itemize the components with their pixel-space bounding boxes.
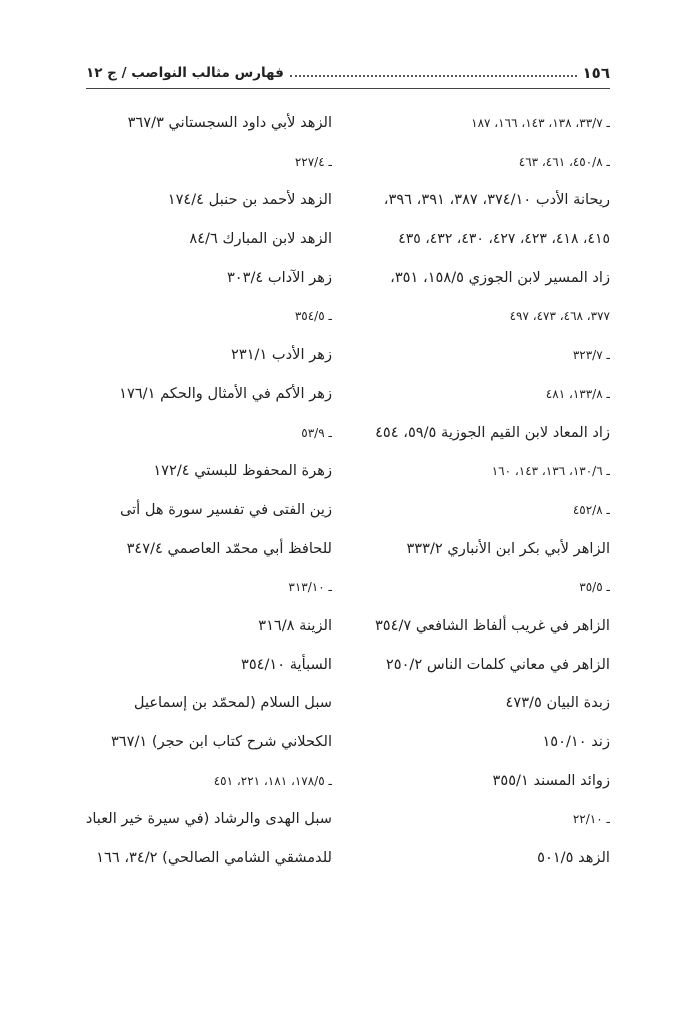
index-entry: زين الفتى في تفسير سورة هل أتى [119,500,332,518]
index-entry: زبدة البيان ٤٧٣/٥ [505,694,610,712]
right-index-column [362,104,610,878]
index-entry: الزاهر في غريب ألفاظ الشافعي ٣٥٤/٧ [374,616,610,634]
index-entry: ـ ٣٣/٧، ١٣٨، ١٤٣، ١٦٦، ١٨٧ [471,116,610,130]
running-title: فهارس مثالب النواصب / ج ١٢ [86,65,284,81]
index-entry: الزينة ٣١٦/٨ [258,616,332,634]
index-entry: زهر الأكم في الأمثال والحكم ١٧٦/١ [119,384,332,402]
index-entry: ـ ٢٢٧/٤ [294,154,332,169]
index-entry: ٣٧٧، ٤٦٨، ٤٧٣، ٤٩٧ [509,309,610,324]
index-entry: ٤١٥، ٤١٨، ٤٢٣، ٤٢٧، ٤٣٠، ٤٣٢، ٤٣٥ [398,231,610,248]
index-entry: ـ ٢٢/١٠ [572,812,610,827]
index-entry: الزهد ٥٠١/٥ [537,849,610,867]
index-entry: الكحلاني شرح كتاب ابن حجر) ٣٦٧/١ [110,733,332,750]
index-entry: سبل السلام (لمحمّد بن إسماعيل [133,694,332,712]
index-entry: ـ ١٣٠/٦، ١٣٦، ١٤٣، ١٦٠ [491,464,610,479]
index-entry: للدمشقي الشامي الصالحي) ٣٤/٢، ١٦٦ [96,849,332,867]
index-entry: زاد المعاد لابن القيم الجوزية ٥٩/٥، ٤٥٤ [375,423,610,441]
index-entry: ـ ٤٥٢/٨ [572,502,610,517]
index-entry: زهر الأدب ٢٣١/١ [231,346,332,364]
index-entry: ـ ٣١٣/١٠ [288,580,332,595]
index-entry: الزهد لابن المبارك ٨٤/٦ [189,230,332,248]
index-entry: الزاهر في معاني كلمات الناس ٢٥٠/٢ [385,655,610,673]
index-entry: ريحانة الأدب ٣٧٤/١٠، ٣٨٧، ٣٩١، ٣٩٦، [383,191,610,209]
index-entry: ـ ٣٥/٥ [579,580,610,595]
page-header [86,58,610,89]
index-entry: زاد المسير لابن الجوزي ١٥٨/٥، ٣٥١، [390,268,610,286]
index-entry: الزهد لأحمد بن حنبل ١٧٤/٤ [167,191,332,209]
index-entry: ـ ٤٥٠/٨، ٤٦١، ٤٦٣ [518,154,610,169]
index-entry: ـ ٣٢٣/٧ [572,348,610,363]
index-entry: زهر الآداب ٣٠٣/٤ [226,268,332,286]
index-entry: للحافظ أبي محمّد العاصمي ٣٤٧/٤ [126,539,332,557]
index-entry: السبأية ٣٥٤/١٠ [240,655,332,673]
header-dot-leader [290,75,577,77]
index-entry: زند ١٥٠/١٠ [542,733,610,750]
left-index-column [84,104,332,878]
index-entry: ـ ٣٥٤/٥ [294,309,332,324]
page-number: ١٥٦ [582,64,610,82]
index-entry: الزاهر لأبي بكر ابن الأنباري ٣٣٣/٢ [406,539,610,557]
index-entry: ـ ١٧٨/٥، ١٨١، ٢٢١، ٤٥١ [213,773,332,788]
index-entry: سبل الهدى والرشاد (في سيرة خير العباد [85,810,332,828]
index-entry: زهرة المحفوظ للبستي ١٧٢/٤ [153,462,332,480]
index-entry: الزهد لأبي داود السجستاني ٣٦٧/٣ [127,114,332,131]
index-entry: زوائد المسند ٣٥٥/١ [492,771,610,789]
index-entry: ـ ١٣٣/٨، ٤٨١ [545,386,610,401]
index-entry: ـ ٥٣/٩ [301,425,332,440]
